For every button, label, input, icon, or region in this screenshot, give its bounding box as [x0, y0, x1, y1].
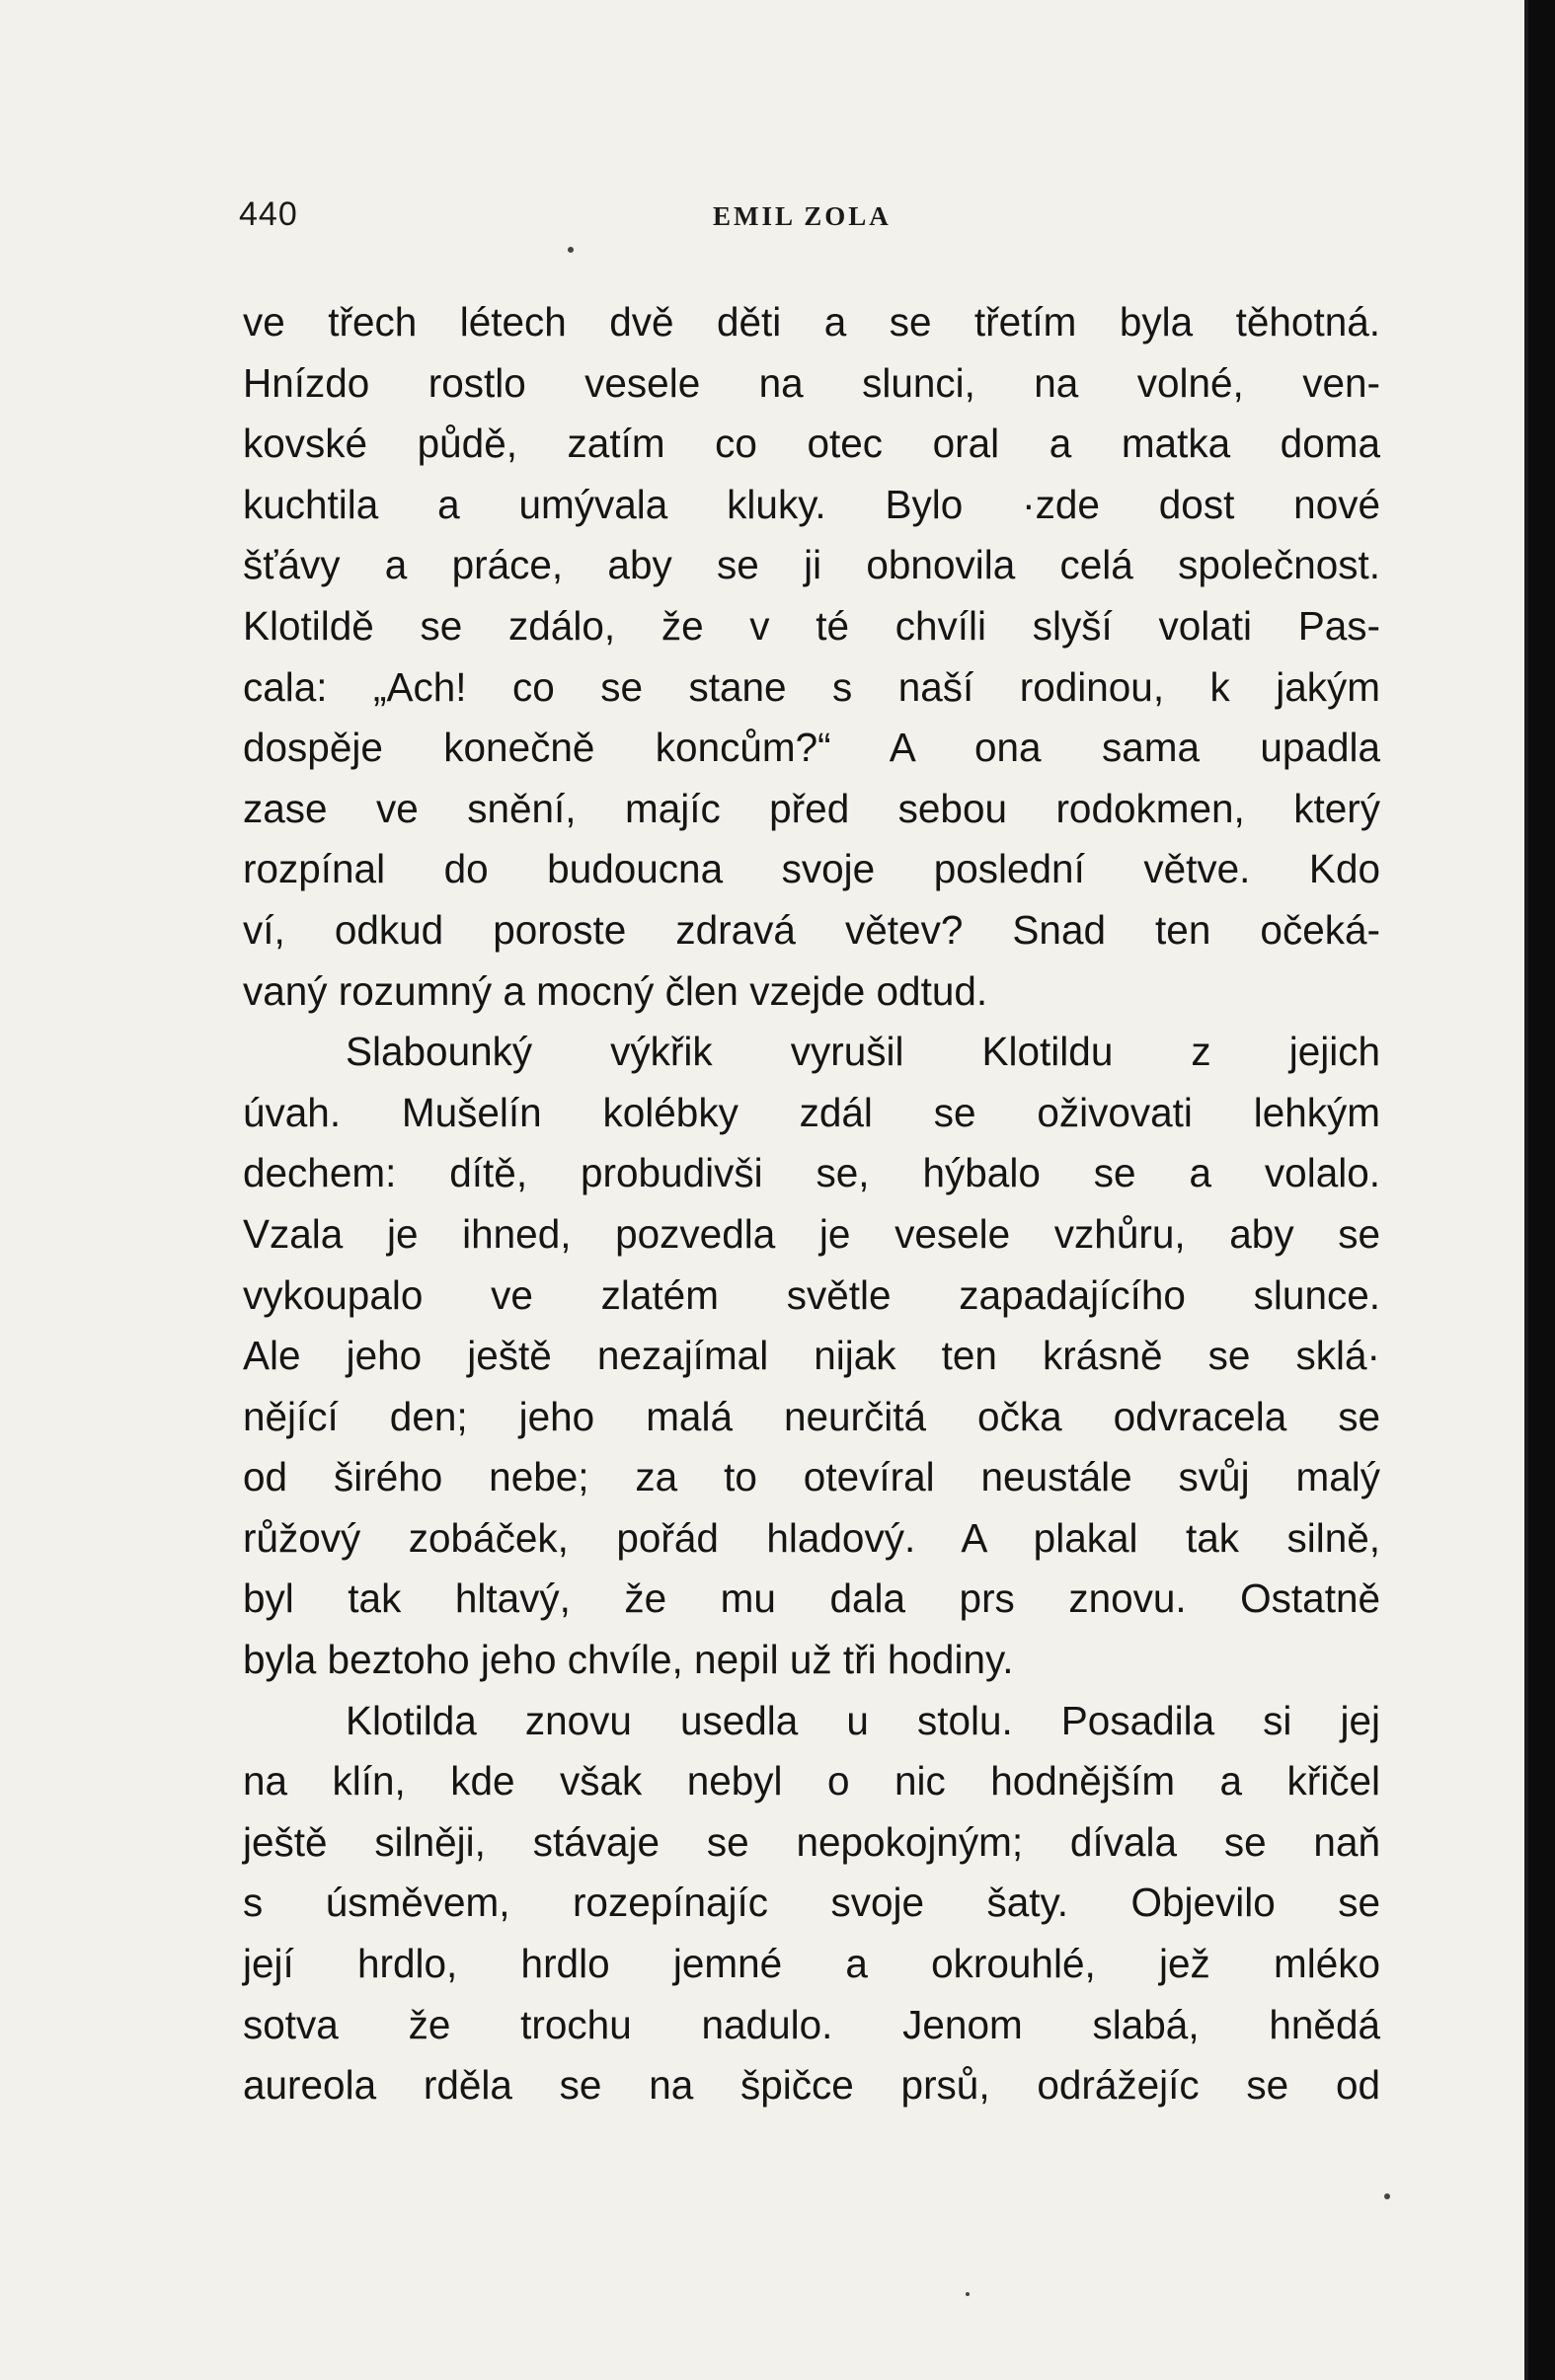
- text-line: na klín, kde však nebyl o nic hodnějším a křičel: [243, 1758, 1380, 1804]
- page-header: [239, 195, 1394, 241]
- text-line: aureola rděla se na špičce prsů, odrážejíc se od: [243, 2062, 1380, 2109]
- text-line: zase ve snění, majíc před sebou rodokmen, který: [243, 785, 1380, 831]
- text-line: Ale jeho ještě nezajímal nijak ten krásně se sklá·: [243, 1333, 1380, 1379]
- text-line: cala: „Ach! co se stane s naší rodinou, k jakým: [243, 663, 1380, 710]
- running-head: EMIL ZOLA: [713, 201, 892, 231]
- text-line: vykoupalo ve zlatém světle zapadajícího slunce.: [243, 1271, 1380, 1318]
- text-line: kovské půdě, zatím co otec oral a matka doma: [243, 421, 1380, 467]
- body-text: [243, 292, 1380, 2116]
- text-line: ví, odkud poroste zdravá větev? Snad ten očeká-: [243, 906, 1380, 953]
- scan-speck: [966, 2292, 970, 2296]
- scan-speck: [1384, 2193, 1390, 2199]
- text-line: Hnízdo rostlo vesele na slunci, na volné, ven-: [243, 359, 1380, 406]
- text-line: s úsměvem, rozepínajíc svoje šaty. Objevilo se: [243, 1880, 1380, 1926]
- text-line: dospěje konečně koncům?“ A ona sama upadla: [243, 725, 1380, 771]
- text-line: dechem: dítě, probudivši se, hýbalo se a volalo.: [243, 1150, 1380, 1196]
- text-line: její hrdlo, hrdlo jemné a okrouhlé, jež mléko: [243, 1941, 1380, 1987]
- paragraph-start-line: Klotilda znovu usedla u stolu. Posadila si jej: [346, 1697, 1380, 1743]
- text-line: nějící den; jeho malá neurčitá očka odvracela se: [243, 1393, 1380, 1439]
- text-line: vaný rozumný a mocný člen vzejde odtud.: [243, 967, 988, 1014]
- paragraph-start-line: Slabounký výkřik vyrušil Klotildu z jejich: [346, 1029, 1380, 1075]
- text-line: Klotildě se zdálo, že v té chvíli slyší volati Pas-: [243, 602, 1380, 649]
- text-line: kuchtila a umývala kluky. Bylo ·zde dost nové: [243, 481, 1380, 527]
- text-line: od širého nebe; za to otevíral neustále svůj malý: [243, 1454, 1380, 1500]
- text-line: ve třech létech dvě děti a se třetím byla těhotná.: [243, 299, 1380, 345]
- text-line: úvah. Mušelín kolébky zdál se oživovati lehkým: [243, 1089, 1380, 1135]
- text-line: byl tak hltavý, že mu dala prs znovu. Ostatně: [243, 1575, 1380, 1622]
- text-line: byla beztoho jeho chvíle, nepil už tři hodiny.: [243, 1637, 1014, 1683]
- text-line: rozpínal do budoucna svoje poslední větve. Kdo: [243, 846, 1380, 892]
- scan-speck: [568, 247, 574, 253]
- page-number: 440: [239, 195, 298, 233]
- text-line: šťávy a práce, aby se ji obnovila celá společnost.: [243, 542, 1380, 588]
- text-line: Vzala je ihned, pozvedla je vesele vzhůru, aby se: [243, 1210, 1380, 1257]
- text-line: ještě silněji, stávaje se nepokojným; dívala se naň: [243, 1818, 1380, 1865]
- text-line: růžový zobáček, pořád hladový. A plakal tak silně,: [243, 1514, 1380, 1561]
- text-line: sotva že trochu nadulo. Jenom slabá, hnědá: [243, 2001, 1380, 2047]
